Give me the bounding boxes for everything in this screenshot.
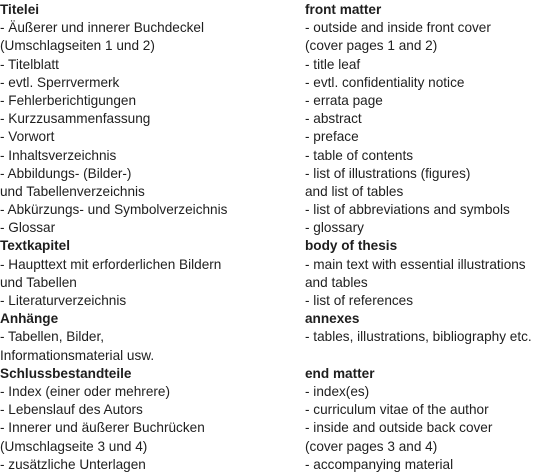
en-list-line-index-es: - index(es) [305,383,370,399]
de-section-heading-textkapitel: Textkapitel [0,238,71,254]
de-list-line-abbildungs-bilder: - Abbildungs- (Bilder-) [0,165,132,181]
de-list-line-titelblatt: - Titelblatt [0,56,59,72]
en-section-heading-annexes: annexes [305,311,360,327]
en-list-line-list-of-illustrations-figures: - list of illustrations (figures) [305,165,471,181]
en-list-line-errata-page: - errata page [305,92,383,108]
en-list-line-table-of-contents: - table of contents [305,147,414,163]
de-list-line-glossar: - Glossar [0,220,56,236]
de-list-line-kurzzusammenfassung: - Kurzzusammenfassung [0,111,151,127]
de-list-line-aeusserer-und-innerer-buchdeckel: - Äußerer und innerer Buchdeckel [0,20,205,36]
en-list-line-list-of-references: - list of references [305,293,414,308]
de-list-line-und-tabellenverzeichnis: und Tabellenverzeichnis [0,183,145,199]
en-list-line-title-leaf: - title leaf [305,56,361,72]
de-list-line-vorwort: - Vorwort [0,129,55,145]
de-section-heading-anhaenge: Anhänge [0,311,59,327]
de-list-line-haupttext-mit-erforderlichen-bildern: - Haupttext mit erforderlichen Bildern [0,256,222,272]
de-section-heading-schlussbestandteile: Schlussbestandteile [0,365,132,381]
en-list-line-outside-and-inside-front-cover: - outside and inside front cover [305,20,491,36]
en-list-line-tables-illustrations-bibliography-etc: - tables, illustrations, bibliography etc. [305,329,532,345]
en-spacer [305,347,555,365]
de-list-line-tabellen-bilder: - Tabellen, Bilder, [0,329,105,345]
en-list-line-and-list-of-tables: and list of tables [305,183,404,199]
en-list-line-cover-pages-3-and-4: (cover pages 3 and 4) [305,438,438,454]
english-column [305,1,555,474]
en-list-line-glossary: - glossary [305,220,364,236]
en-list-line-preface: - preface [305,129,359,145]
de-list-line-und-tabellen: und Tabellen [0,274,77,290]
de-list-line-umschlagseite-3-und-4: (Umschlagseite 3 und 4) [0,438,148,454]
en-list-line-cover-pages-1-and-2: (cover pages 1 and 2) [305,38,438,54]
german-column [0,1,296,474]
de-list-line-umschlagseiten-1-und-2: (Umschlagseiten 1 und 2) [0,38,155,54]
en-list-line-evtl-confidentiality-notice: - evtl. confidentiality notice [305,74,465,90]
de-list-line-lebenslauf-des-autors: - Lebenslauf des Autors [0,402,143,418]
en-list-line-main-text-with-essential-illustrations: - main text with essential illustrations [305,256,526,272]
de-list-line-evtl-sperrvermerk: - evtl. Sperrvermerk [0,74,120,90]
en-list-line-accompanying-material: - accompanying material [305,456,454,472]
en-list-line-inside-and-outside-back-cover: - inside and outside back cover [305,420,493,436]
en-section-heading-body-of-thesis: body of thesis [305,238,398,254]
de-section-heading-titelei: Titelei [0,2,40,17]
de-list-line-inhaltsverzeichnis: - Inhaltsverzeichnis [0,147,117,163]
en-list-line-and-tables: and tables [305,274,368,290]
de-list-line-informationsmaterial-usw: Informationsmaterial usw. [0,347,155,363]
en-section-heading-end-matter: end matter [305,365,375,381]
de-list-line-literaturverzeichnis: - Literaturverzeichnis [0,293,127,308]
en-section-heading-front-matter: front matter [305,2,382,17]
de-list-line-index-einer-oder-mehrere: - Index (einer oder mehrere) [0,383,170,399]
de-list-line-innerer-und-aeusserer-buchruecken: - Innerer und äußerer Buchrücken [0,420,205,436]
de-list-line-fehlerberichtigungen: - Fehlerberichtigungen [0,92,137,108]
de-list-line-abkuerzungs-und-symbolverzeichnis: - Abkürzungs- und Symbolverzeichnis [0,202,228,218]
de-list-line-zusaetzliche-unterlagen: - zusätzliche Unterlagen [0,456,146,472]
en-list-line-curriculum-vitae-of-the-author: - curriculum vitae of the author [305,402,489,418]
en-list-line-abstract: - abstract [305,111,362,127]
en-list-line-list-of-abbreviations-and-symbols: - list of abbreviations and symbols [305,202,510,218]
